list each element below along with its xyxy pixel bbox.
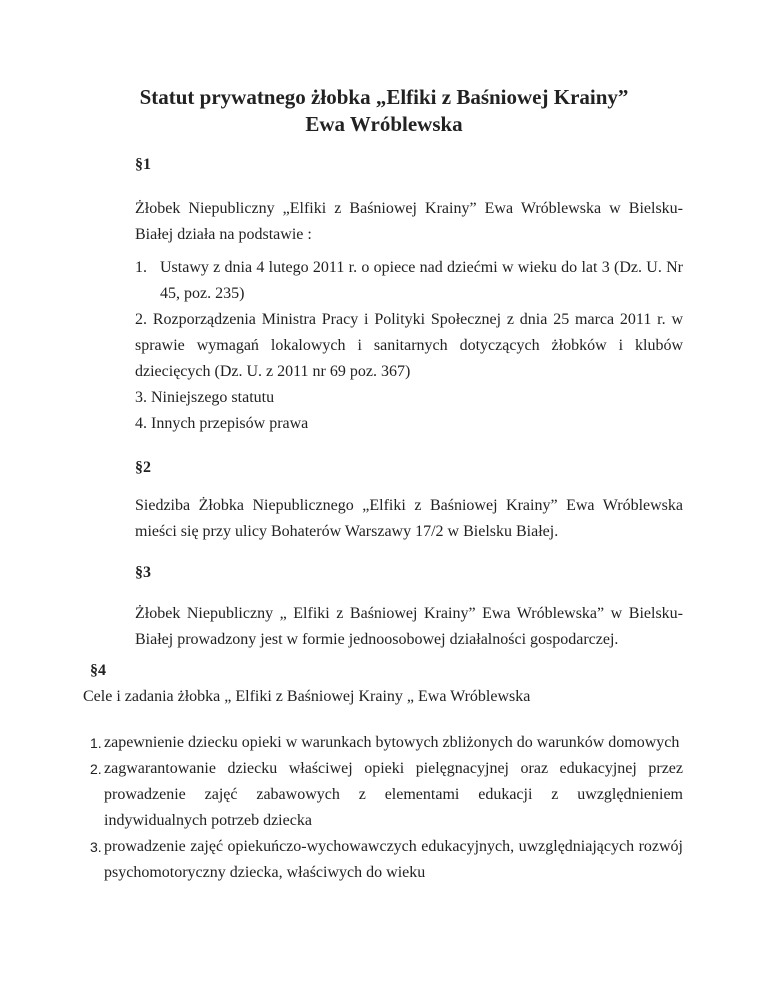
list-item <box>135 307 683 385</box>
list-item <box>135 255 683 307</box>
section-4-subtitle: Cele i zadania żłobka „ Elfiki z Baśniowej Krainy „ Ewa Wróblewska <box>83 688 531 705</box>
list-item <box>90 756 683 834</box>
list-item <box>135 411 683 437</box>
title-line-1: Statut prywatnego żłobka „Elfiki z Baśniowej Krainy” <box>139 85 629 109</box>
page-title <box>0 0 768 138</box>
list-number: 2. <box>90 761 102 777</box>
section-heading-4: §4 <box>90 662 106 679</box>
section-heading-1: §1 <box>135 156 151 173</box>
list-number: 3. <box>135 389 147 406</box>
list-item-text: prowadzenie zajęć opiekuńczo-wychowawczych edukacyjnych, uwzględniających rozwój psychomotoryczny dziecka, właściwych do wieku <box>104 838 683 881</box>
list-item <box>90 834 683 886</box>
section-1-intro: Żłobek Niepubliczny „Elfiki z Baśniowej Krainy” Ewa Wróblewska w Bielsku-Białej działa na podstawie : <box>135 200 683 243</box>
list-number: 1. <box>90 735 102 751</box>
list-item-text: zagwarantowanie dziecku właściwej opieki pielęgnacyjnej oraz edukacyjnej przez prowadzenie zajęć zabawowych z elementami edukacji z uwzględnieniem indywidualnych potrzeb dziecka <box>104 760 683 829</box>
list-item-text: Niniejszego statutu <box>151 389 275 406</box>
list-number: 4. <box>135 415 147 432</box>
list-number: 2. <box>135 311 147 328</box>
list-number: 3. <box>90 839 102 855</box>
list-item-text: zapewnienie dziecku opieki w warunkach bytowych zbliżonych do warunków domowych <box>104 734 680 751</box>
list-item-text: Rozporządzenia Ministra Pracy i Polityki Społecznej z dnia 25 marca 2011 r. w sprawie wymagań lokalowych i sanitarnych dotyczących żłobków i klubów dziecięcych (Dz. U. z 2011 nr 69 poz. 367) <box>135 311 684 380</box>
list-item-text: Innych przepisów prawa <box>151 415 309 432</box>
section-2-body: Siedziba Żłobka Niepublicznego „Elfiki z Baśniowej Krainy” Ewa Wróblewska mieści się przy ulicy Bohaterów Warszawy 17/2 w Bielsku Białej. <box>135 497 683 540</box>
list-number: 1. <box>135 259 147 276</box>
list-item <box>135 385 683 411</box>
section-heading-2: §2 <box>135 459 151 476</box>
section-3-body: Żłobek Niepubliczny „ Elfiki z Baśniowej Krainy” Ewa Wróblewska” w Bielsku-Białej prowadzony jest w formie jednoosobowej działalności gospodarczej. <box>135 605 683 648</box>
section-heading-3: §3 <box>135 564 151 581</box>
legal-basis-list <box>135 255 683 437</box>
list-item <box>90 730 683 756</box>
title-line-2: Ewa Wróblewska <box>305 112 463 136</box>
list-item-text: Ustawy z dnia 4 lutego 2011 r. o opiece nad dziećmi w wieku do lat 3 (Dz. U. Nr 45, poz. 235) <box>160 259 683 302</box>
goals-list <box>90 730 683 886</box>
